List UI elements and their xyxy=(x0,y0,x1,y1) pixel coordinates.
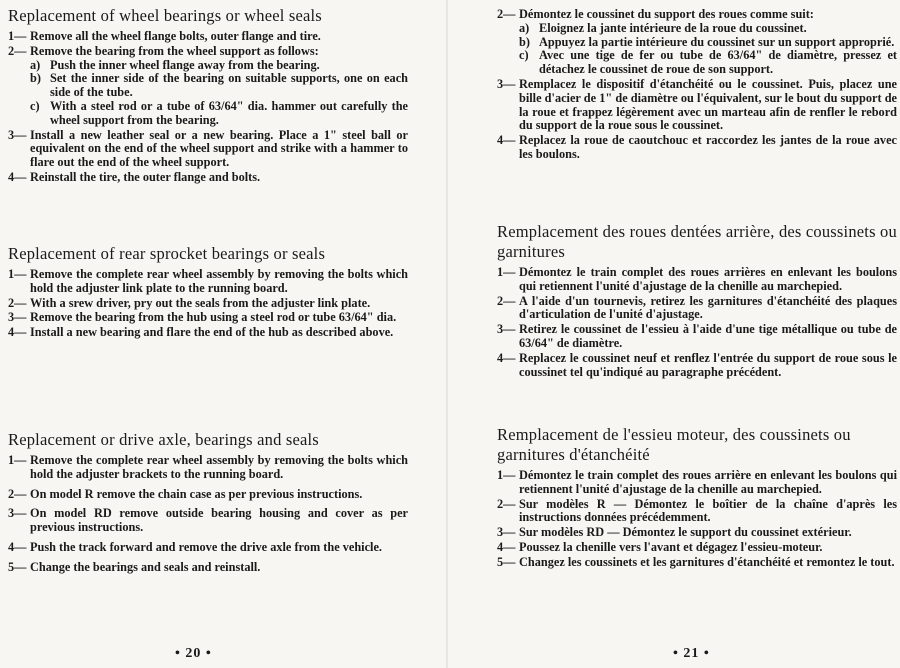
item-text: Remove all the wheel flange bolts, outer flange and tire. xyxy=(30,29,321,43)
list-item xyxy=(497,469,897,497)
item-number: 4— xyxy=(497,350,516,365)
item-text: Démontez le coussinet du support des roues comme suit: xyxy=(519,7,814,21)
item-text: Retirez le coussinet de l'essieu à l'aide d'une tige métallique ou tube de 63/64" de diamètre. xyxy=(519,322,897,350)
list-item xyxy=(8,129,408,170)
sub-item xyxy=(519,22,897,36)
item-text: Change the bearings and seals and reinstall. xyxy=(30,559,261,574)
section xyxy=(8,6,408,186)
sub-item-text: Push the inner wheel flange away from the bearing. xyxy=(50,57,320,72)
numbered-list xyxy=(8,268,408,340)
item-text: Reinstall the tire, the outer flange and bolts. xyxy=(30,169,261,184)
item-text: Sur modèles R — Démontez le boîtier de la chaîne d'après les instructions données précédemment. xyxy=(519,496,897,525)
numbered-list xyxy=(497,469,897,570)
item-number: 4— xyxy=(8,539,27,554)
page-number: • 20 • xyxy=(175,646,212,661)
list-item xyxy=(497,134,897,162)
item-number: 3— xyxy=(497,525,516,540)
sub-item xyxy=(519,36,897,50)
item-number: 2— xyxy=(8,295,27,310)
item-number: 3— xyxy=(8,310,27,325)
item-number: 2— xyxy=(497,293,516,308)
item-text: Remove the bearing from the hub using a steel rod or tube 63/64" dia. xyxy=(30,310,397,325)
list-item xyxy=(8,268,408,296)
sub-item-text: With a steel rod or a tube of 63/64" dia. hammer out carefully the wheel support from the bearing. xyxy=(50,98,408,127)
item-number: 4— xyxy=(8,325,27,340)
list-item xyxy=(497,541,897,555)
left-page xyxy=(0,0,440,668)
item-number: 4— xyxy=(497,539,516,554)
item-number: 5— xyxy=(8,559,27,574)
item-text: Remove the bearing from the wheel support as follows: xyxy=(30,43,319,58)
sub-item-text: Appuyez la partie intérieure du coussinet sur un support approprié. xyxy=(539,34,895,49)
numbered-list xyxy=(8,454,408,575)
item-text: Remplacez le dispositif d'étanchéité ou le coussinet. Puis, placez une bille d'acier de 1" de diamètre ou l'équivalent, sur le bout du support de la roue et frappez légèrement avec un marteau afin de renfler le rebord du support de la roue sous le coussinet. xyxy=(519,76,897,133)
numbered-list xyxy=(8,30,408,185)
page-number: • 21 • xyxy=(673,646,710,661)
page-gutter xyxy=(446,0,448,668)
sub-item-letter: a) xyxy=(30,57,41,72)
section xyxy=(497,222,897,380)
item-number: 3— xyxy=(497,322,516,337)
sub-item-text: Eloignez la jante intérieure de la roue du coussinet. xyxy=(539,20,807,35)
item-number: 1— xyxy=(497,468,516,482)
item-text: Replacez le coussinet neuf et renflez l'entrée du support de roue sous le coussinet tel qu'indiqué au paragraphe précédent. xyxy=(519,350,897,379)
right-page xyxy=(455,0,900,668)
item-number: 1— xyxy=(8,267,27,281)
list-item xyxy=(497,352,897,380)
sub-item xyxy=(30,100,408,128)
list-item xyxy=(8,561,408,575)
sub-item-letter: c) xyxy=(519,48,529,63)
sub-item-text: Avec une tige de fer ou tube de 63/64" de diamètre, pressez et détachez le coussinet de roue de son support. xyxy=(539,48,897,77)
list-item xyxy=(8,326,408,340)
list-item xyxy=(497,526,897,540)
list-item xyxy=(8,297,408,311)
item-number: 4— xyxy=(497,133,516,148)
item-number: 2— xyxy=(8,43,27,58)
list-item xyxy=(8,507,408,535)
list-item xyxy=(497,498,897,526)
section-heading: Replacement of rear sprocket bearings or seals xyxy=(8,244,326,263)
item-number: 3— xyxy=(8,506,27,521)
sub-item-letter: a) xyxy=(519,20,530,35)
numbered-list xyxy=(497,266,897,379)
list-item xyxy=(8,171,408,185)
section-heading: Remplacement de l'essieu moteur, des coussinets ou garnitures d'étanchéité xyxy=(497,425,851,464)
section-heading: Replacement or drive axle, bearings and seals xyxy=(8,430,319,449)
item-text: Install a new bearing and flare the end of the hub as described above. xyxy=(30,325,394,340)
section xyxy=(8,244,408,341)
item-number: 5— xyxy=(497,554,516,569)
sub-item-letter: b) xyxy=(519,34,530,49)
section xyxy=(497,8,897,163)
item-text: On model R remove the chain case as per previous instructions. xyxy=(30,486,363,501)
item-text: Changez les coussinets et les garnitures d'étanchéité et remontez le tout. xyxy=(519,554,895,569)
item-number: 2— xyxy=(8,486,27,501)
item-text: Remove the complete rear wheel assembly by removing the bolts which hold the adjuster brackets to the running board. xyxy=(30,453,408,481)
list-item xyxy=(497,295,897,323)
list-item xyxy=(8,454,408,482)
sub-item xyxy=(519,49,897,77)
sub-item-letter: b) xyxy=(30,71,41,86)
item-text: With a srew driver, pry out the seals from the adjuster link plate. xyxy=(30,295,371,310)
list-item xyxy=(8,311,408,325)
section-heading: Replacement of wheel bearings or wheel seals xyxy=(8,6,322,25)
item-number: 1— xyxy=(497,265,516,279)
item-text: Sur modèles RD — Démontez le support du coussinet extérieur. xyxy=(519,525,852,540)
item-text: Push the track forward and remove the drive axle from the vehicle. xyxy=(30,539,382,554)
sub-item-letter: c) xyxy=(30,98,40,113)
item-text: Démontez le train complet des roues arrières en enlevant les boulons qui retiennent l'unité d'ajustage de la chenille au marchepied. xyxy=(519,265,897,293)
item-text: Poussez la chenille vers l'avant et dégagez l'essieu-moteur. xyxy=(519,539,823,554)
item-text: Démontez le train complet des roues arrière en enlevant les boulons qui retiennent l'unité d'ajustage de la chenille au marchepied. xyxy=(519,468,897,496)
sub-item xyxy=(30,59,408,73)
section xyxy=(497,425,897,571)
item-text: Replacez la roue de caoutchouc et raccordez les jantes de la roue avec les boulons. xyxy=(519,133,897,161)
list-item xyxy=(497,556,897,570)
list-item xyxy=(497,266,897,294)
item-number: 3— xyxy=(8,127,27,142)
section xyxy=(8,430,408,581)
item-text: On model RD remove outside bearing housing and cover as per previous instructions. xyxy=(30,506,408,535)
item-text: Remove the complete rear wheel assembly by removing the bolts which hold the adjuster link plate to the running board. xyxy=(30,267,408,295)
list-item xyxy=(497,78,897,133)
list-item xyxy=(8,30,408,44)
item-number: 1— xyxy=(8,453,27,467)
list-item xyxy=(8,45,408,128)
item-number: 3— xyxy=(497,76,516,91)
item-number: 2— xyxy=(497,496,516,511)
list-item xyxy=(497,323,897,351)
list-item xyxy=(497,8,897,77)
item-text: A l'aide d'un tournevis, retirez les garnitures d'étanchéité des plaques d'articulation de l'unité d'ajustage. xyxy=(519,293,897,322)
item-number: 2— xyxy=(497,7,516,21)
numbered-list xyxy=(497,8,897,162)
item-number: 1— xyxy=(8,29,27,43)
list-item xyxy=(8,541,408,555)
list-item xyxy=(8,488,408,502)
item-text: Install a new leather seal or a new bearing. Place a 1" steel ball or equivalent on the end of the wheel support and strike with a hammer to flare out the end of the wheel support. xyxy=(30,127,408,170)
sub-item-text: Set the inner side of the bearing on suitable supports, one on each side of the tube. xyxy=(50,71,408,100)
item-number: 4— xyxy=(8,169,27,184)
section-heading: Remplacement des roues dentées arrière, des coussinets ou garnitures xyxy=(497,222,897,261)
sub-item xyxy=(30,72,408,100)
